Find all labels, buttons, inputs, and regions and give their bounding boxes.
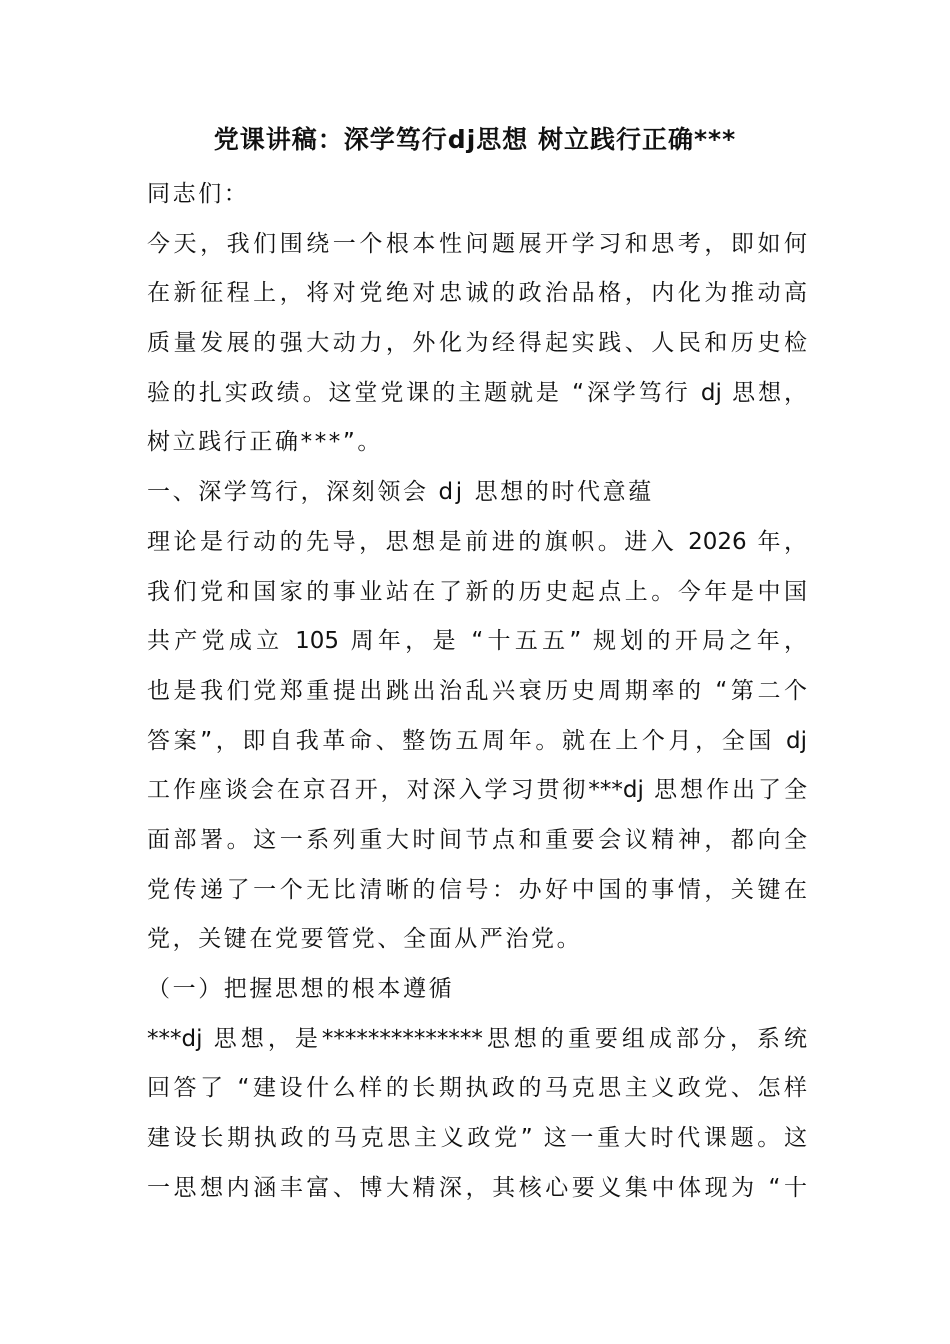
text-line: 理论是行动的先导，思想是前进的旗帜。进入 2026 年， [147, 528, 807, 555]
text-line: 党传递了一个无比清晰的信号：办好中国的事情，关键在 [147, 876, 807, 903]
text-line: 回答了 “建设什么样的长期执政的马克思主义政党、怎样 [147, 1075, 807, 1102]
subsection-heading: （一）把握思想的根本遵循 [147, 976, 455, 1002]
text-line: 面部署。这一系列重大时间节点和重要会议精神，都向全 [147, 826, 807, 853]
text-line: 工作座谈会在京召开，对深入学习贯彻***dj 思想作出了全 [147, 777, 807, 804]
text-line: 共产党成立 105 周年，是 “十五五” 规划的开局之年， [147, 628, 807, 655]
text-line: 一思想内涵丰富、博大精深，其核心要义集中体现为 “十 [147, 1174, 807, 1201]
text-line: 今天，我们围绕一个根本性问题展开学习和思考，即如何 [147, 230, 807, 257]
text-line: 同志们： [147, 181, 250, 207]
document-title: 党课讲稿：深学笃行dj思想 树立践行正确*** [213, 125, 737, 154]
text-line: 党，关键在党要管党、全面从严治党。 [147, 926, 583, 953]
text-line: 答案”，即自我革命、整饬五周年。就在上个月，全国 dj [147, 727, 807, 754]
text-line: ***dj 思想，是**************思想的重要组成部分，系统 [147, 1025, 807, 1052]
text-line: 我们党和国家的事业站在了新的历史起点上。今年是中国 [147, 578, 807, 605]
document-body [147, 170, 807, 1213]
text-line: 建设长期执政的马克思主义政党” 这一重大时代课题。这 [147, 1125, 807, 1152]
section-heading: 一、深学笃行，深刻领会 dj 思想的时代意蕴 [147, 479, 654, 506]
text-line: 验的扎实政绩。这堂党课的主题就是 “深学笃行 dj 思想， [147, 379, 807, 406]
text-line: 也是我们党郑重提出跳出治乱兴衰历史周期率的 “第二个 [147, 677, 807, 704]
text-line: 树立践行正确***”。 [147, 429, 384, 456]
text-line: 质量发展的强大动力，外化为经得起实践、人民和历史检 [147, 330, 807, 357]
text-line: 在新征程上，将对党绝对忠诚的政治品格，内化为推动高 [147, 280, 807, 307]
